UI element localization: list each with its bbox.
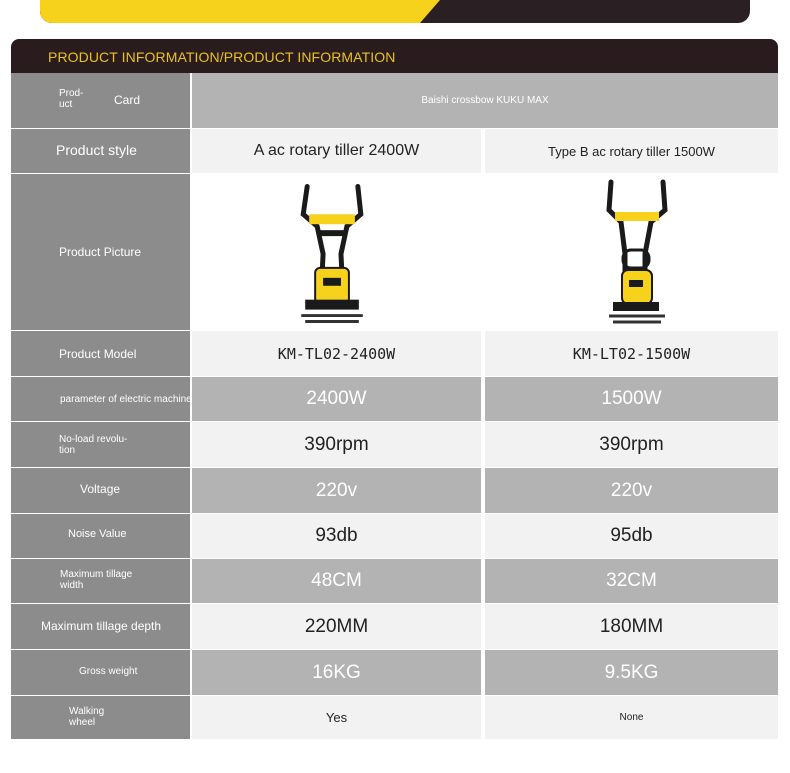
depth-a: 220MM bbox=[192, 604, 483, 650]
wheel-a: Yes bbox=[192, 696, 483, 740]
motor-a: 2400W bbox=[192, 377, 483, 422]
noise-a: 93db bbox=[192, 514, 483, 559]
table-row-motor bbox=[11, 377, 778, 422]
model-a: KM-TL02-2400W bbox=[192, 331, 483, 377]
row-label-motor: parameter of electric machine bbox=[11, 377, 191, 422]
table-row-style bbox=[11, 129, 778, 174]
row-label-noload: No-load revolu- tion bbox=[11, 422, 191, 468]
table-row-weight bbox=[11, 650, 778, 696]
table-row-width bbox=[11, 559, 778, 604]
table-row-model bbox=[11, 331, 778, 377]
row-label-picture: Product Picture bbox=[11, 174, 191, 331]
width-b: 32CM bbox=[485, 559, 778, 604]
noise-b: 95db bbox=[485, 514, 778, 559]
row-label-model: Product Model bbox=[11, 331, 191, 377]
weight-b: 9.5KG bbox=[485, 650, 778, 696]
model-b: KM-LT02-1500W bbox=[485, 331, 778, 377]
style-a: A ac rotary tiller 2400W bbox=[192, 129, 483, 174]
table-row-noise bbox=[11, 514, 778, 559]
banner-yellow-stripe bbox=[40, 0, 440, 23]
section-header bbox=[11, 39, 778, 73]
motor-b: 1500W bbox=[485, 377, 778, 422]
section-title: PRODUCT INFORMATION/PRODUCT INFORMATION bbox=[48, 49, 396, 65]
row-label-depth: Maximum tillage depth bbox=[11, 604, 191, 650]
table-row-picture bbox=[11, 174, 778, 331]
table-row-voltage bbox=[11, 468, 778, 514]
depth-b: 180MM bbox=[485, 604, 778, 650]
tiller-a-image bbox=[192, 174, 483, 331]
row-label-style: Product style bbox=[11, 129, 191, 174]
voltage-a: 220v bbox=[192, 468, 483, 514]
table-row-noload bbox=[11, 422, 778, 468]
row-label-card: Prod- uct Card bbox=[11, 73, 191, 129]
width-a: 48CM bbox=[192, 559, 483, 604]
tiller-b-image bbox=[485, 174, 778, 331]
table-row-depth bbox=[11, 604, 778, 650]
noload-a: 390rpm bbox=[192, 422, 483, 468]
row-label-weight: Gross weight bbox=[11, 650, 191, 696]
noload-b: 390rpm bbox=[485, 422, 778, 468]
style-b: Type B ac rotary tiller 1500W bbox=[485, 129, 778, 174]
weight-a: 16KG bbox=[192, 650, 483, 696]
table-row-wheel bbox=[11, 696, 778, 740]
wheel-b: None bbox=[485, 696, 778, 740]
row-label-width: Maximum tillage width bbox=[11, 559, 191, 604]
voltage-b: 220v bbox=[485, 468, 778, 514]
row-label-noise: Noise Value bbox=[11, 514, 191, 559]
top-banner bbox=[40, 0, 750, 23]
row-label-wheel: Walking wheel bbox=[11, 696, 191, 740]
row-label-voltage: Voltage bbox=[11, 468, 191, 514]
table-row-card bbox=[11, 73, 778, 129]
brand-value: Baishi crossbow KUKU MAX bbox=[192, 73, 778, 129]
